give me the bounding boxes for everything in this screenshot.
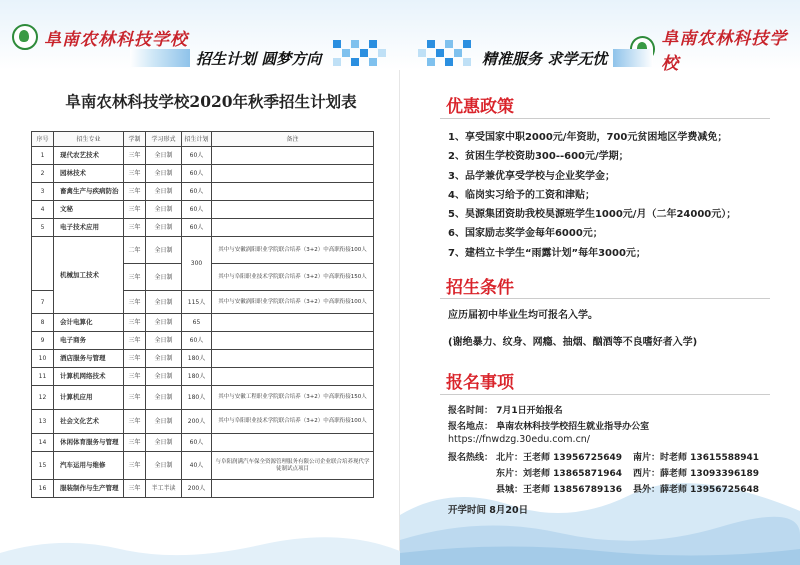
cell-form: 全日制: [146, 291, 182, 314]
contact-area: 县外：: [633, 485, 661, 495]
cell-major: 文秘: [54, 201, 124, 219]
table-row: [32, 368, 374, 386]
policy-item: 1、享受国家中职2000元/年资助，700元贫困地区学费减免；: [448, 132, 728, 143]
left-banner-text: 招生计划 圆梦方向: [196, 49, 322, 68]
cell-duration: 三年: [124, 386, 146, 410]
cell-plan: 60人: [182, 219, 212, 237]
left-mountain-decoration: [0, 505, 400, 565]
cell-duration: 三年: [124, 201, 146, 219]
cell-note: [212, 368, 374, 386]
cell-plan: 60人: [182, 165, 212, 183]
right-banner-bar: [613, 49, 653, 67]
contact-teacher: 王老师: [523, 485, 551, 495]
cell-form: 全日制: [146, 147, 182, 165]
contact-area: 东片：: [496, 469, 524, 479]
cell-duration: 三年: [124, 147, 146, 165]
cell-no: 8: [32, 314, 54, 332]
condition-heading: 招生条件: [446, 278, 514, 298]
cell-duration: 三年: [124, 264, 146, 291]
contact-west: [633, 466, 759, 479]
cell-note: 与阜阳润满汽车保全资源管理服务有限公司企业联合培养现代学徒制试点项目: [212, 452, 374, 480]
cell-plan: 200人: [182, 410, 212, 434]
cell-plan: 115人: [182, 291, 212, 314]
table-row: [32, 480, 374, 498]
table-row: [32, 314, 374, 332]
condition-note: (谢绝暴力、纹身、网瘾、抽烟、酗酒等不良嗜好者入学): [448, 337, 698, 348]
contact-phone: 13615588941: [690, 453, 760, 463]
cell-no: 15: [32, 452, 54, 480]
cell-note: 其中与安徽涡阳职业学院联合培养（3+2）中高职衔接100人: [212, 237, 374, 264]
cell-form: 全日制: [146, 183, 182, 201]
contact-phone: 13856789136: [553, 485, 623, 495]
header-note: 备注: [212, 132, 374, 147]
cell-duration: 三年: [124, 291, 146, 314]
right-school-name: 阜南农林科技学校: [661, 29, 788, 74]
table-row: [32, 165, 374, 183]
contact-teacher: 薛老师: [660, 469, 688, 479]
cell-duration: 三年: [124, 219, 146, 237]
cell-plan: 40人: [182, 452, 212, 480]
cell-form: 全日制: [146, 368, 182, 386]
cell-note: [212, 332, 374, 350]
table-row: [32, 434, 374, 452]
contact-area: 县城：: [496, 485, 524, 495]
policy-item: 4、临岗实习给予的工资和津贴；: [448, 189, 595, 201]
cell-note: [212, 147, 374, 165]
cell-form: 全日制: [146, 434, 182, 452]
left-banner-bar: [130, 49, 190, 67]
right-checker-pattern-icon: [418, 40, 471, 66]
condition-divider: [440, 298, 770, 299]
contact-phone: 13093396189: [690, 469, 760, 479]
cell-form: 全日制: [146, 386, 182, 410]
cell-no: 13: [32, 410, 54, 434]
contact-out-of-county: [633, 482, 759, 495]
cell-note: 其中与安徽涡阳职业学院联合培养（3+2）中高职衔接100人: [212, 291, 374, 314]
cell-plan: 60人: [182, 332, 212, 350]
school-emblem-icon: [12, 24, 38, 50]
cell-duration: 三年: [124, 350, 146, 368]
cell-major: 汽车运用与维修: [54, 452, 124, 480]
cell-form: 全日制: [146, 314, 182, 332]
table-row: [32, 332, 374, 350]
table-row: [32, 183, 374, 201]
cell-major: 计算机网络技术: [54, 368, 124, 386]
cell-note: [212, 165, 374, 183]
registration-heading: 报名事项: [446, 373, 514, 393]
contact-south: [633, 450, 759, 463]
cell-duration: 三年: [124, 332, 146, 350]
cell-plan: 180人: [182, 350, 212, 368]
table-row: [32, 147, 374, 165]
cell-plan: 65: [182, 314, 212, 332]
cell-duration: 三年: [124, 165, 146, 183]
cell-duration: 三年: [124, 314, 146, 332]
cell-form: 全日制: [146, 165, 182, 183]
cell-major: 电子技术应用: [54, 219, 124, 237]
table-row: [32, 237, 374, 264]
cell-form: 半工半读: [146, 480, 182, 498]
header-major: 招生专业: [54, 132, 124, 147]
cell-duration: 三年: [124, 410, 146, 434]
cell-note: [212, 201, 374, 219]
contact-area: 北片：: [496, 453, 524, 463]
policy-item: 5、昊源集团资助我校昊源班学生1000元/月（二年24000元）；: [448, 209, 737, 221]
cell-no: 7: [32, 291, 54, 314]
registration-time: 报名时间： 7月1日开始报名: [448, 406, 563, 416]
cell-major: 酒店服务与管理: [54, 350, 124, 368]
policy-heading: 优惠政策: [446, 97, 514, 117]
cell-duration: 三年: [124, 434, 146, 452]
cell-plan: 300: [182, 237, 212, 291]
cell-major: 服装制作与生产管理: [54, 480, 124, 498]
cell-no: 5: [32, 219, 54, 237]
cell-no: 14: [32, 434, 54, 452]
table-row: [32, 386, 374, 410]
right-banner-text: 精准服务 求学无忧: [482, 49, 608, 68]
table-row: [32, 410, 374, 434]
header-no: 序号: [32, 132, 54, 147]
cell-form: 全日制: [146, 452, 182, 480]
cell-plan: 60人: [182, 434, 212, 452]
hotline-label: 报名热线：: [448, 453, 494, 463]
cell-major: 计算机应用: [54, 386, 124, 410]
policy-divider: [440, 118, 770, 119]
left-banner: [130, 46, 327, 70]
policy-list: [448, 128, 736, 263]
cell-form: 全日制: [146, 332, 182, 350]
header-duration: 学制: [124, 132, 146, 147]
cell-note: 其中与安徽工程职业学院联合培养（3+2）中高职衔接150人: [212, 386, 374, 410]
contact-teacher: 刘老师: [523, 469, 551, 479]
policy-item: 3、品学兼优享受学校与企业奖学金；: [448, 170, 615, 182]
cell-note: [212, 314, 374, 332]
contact-area: 西片：: [633, 469, 661, 479]
left-checker-pattern-icon: [333, 40, 386, 66]
cell-duration: 二年: [124, 237, 146, 264]
contact-county-seat: [496, 482, 622, 495]
cell-plan: 60人: [182, 201, 212, 219]
cell-plan: 180人: [182, 386, 212, 410]
cell-major: 休闲体育服务与管理: [54, 434, 124, 452]
right-school-logo: [630, 24, 800, 74]
cell-duration: 三年: [124, 452, 146, 480]
cell-note: [212, 434, 374, 452]
contact-phone: 13865871964: [553, 469, 623, 479]
cell-duration: 三年: [124, 183, 146, 201]
contact-phone: 13956725648: [690, 485, 760, 495]
cell-no: 3: [32, 183, 54, 201]
policy-item: 2、贫困生学校资助300--600元/学期；: [448, 151, 629, 163]
policy-item: 7、建档立卡学生“雨露计划”每年3000元；: [448, 247, 646, 259]
cell-note: 其中与阜阳职业技术学院联合培养（3+2）中高职衔接100人: [212, 410, 374, 434]
header-plan: 招生计划: [182, 132, 212, 147]
table-title: 阜南农林科技学校2020年秋季招生计划表: [65, 92, 357, 111]
contact-area: 南片：: [633, 453, 661, 463]
registration-divider: [440, 394, 770, 395]
cell-major: 现代农艺技术: [54, 147, 124, 165]
cell-no: [32, 237, 54, 291]
table-row: [32, 201, 374, 219]
cell-no: 16: [32, 480, 54, 498]
cell-no: 1: [32, 147, 54, 165]
cell-note: [212, 480, 374, 498]
cell-form: 全日制: [146, 237, 182, 264]
header-form: 学习形式: [146, 132, 182, 147]
cell-form: 全日制: [146, 219, 182, 237]
cell-form: 全日制: [146, 410, 182, 434]
table-header-row: [32, 132, 374, 147]
cell-plan: 60人: [182, 147, 212, 165]
cell-major: 畜禽生产与疾病防治: [54, 183, 124, 201]
cell-form: 全日制: [146, 350, 182, 368]
cell-plan: 200人: [182, 480, 212, 498]
cell-major: 社会文化艺术: [54, 410, 124, 434]
cell-no: 11: [32, 368, 54, 386]
left-school-name: 阜南农林科技学校: [44, 29, 188, 50]
right-banner: [476, 46, 653, 70]
contact-north: [496, 450, 622, 463]
cell-note: [212, 183, 374, 201]
cell-major: 机械加工技术: [54, 237, 124, 314]
contact-phone: 13956725649: [553, 453, 623, 463]
table-row: [32, 452, 374, 480]
table-row: [32, 219, 374, 237]
registration-place: 报名地点： 阜南农林科技学校招生就业指导办公室: [448, 422, 650, 432]
cell-note: [212, 219, 374, 237]
table-row: [32, 350, 374, 368]
cell-major: 电子商务: [54, 332, 124, 350]
cell-no: 12: [32, 386, 54, 410]
cell-no: 10: [32, 350, 54, 368]
cell-no: 4: [32, 201, 54, 219]
policy-item: 6、国家励志奖学金每年6000元；: [448, 228, 603, 240]
contact-teacher: 时老师: [660, 453, 688, 463]
cell-plan: 180人: [182, 368, 212, 386]
cell-duration: 三年: [124, 480, 146, 498]
cell-note: 其中与阜阳职业技术学院联合培养（3+2）中高职衔接150人: [212, 264, 374, 291]
cell-form: 全日制: [146, 201, 182, 219]
cell-major: 会计电算化: [54, 314, 124, 332]
contact-teacher: 薛老师: [660, 485, 688, 495]
cell-major: 园林技术: [54, 165, 124, 183]
cell-no: 9: [32, 332, 54, 350]
cell-no: 2: [32, 165, 54, 183]
cell-plan: 60人: [182, 183, 212, 201]
enrollment-plan-table: [31, 131, 374, 498]
school-start-date: 开学时间 8月20日: [448, 505, 529, 516]
cell-duration: 三年: [124, 368, 146, 386]
registration-url-link[interactable]: https://fnwdzg.30edu.com.cn/: [448, 434, 591, 445]
cell-note: [212, 350, 374, 368]
contact-east: [496, 466, 622, 479]
contact-teacher: 王老师: [523, 453, 551, 463]
cell-form: 全日制: [146, 264, 182, 291]
condition-text: 应历届初中毕业生均可报名入学。: [448, 310, 598, 321]
